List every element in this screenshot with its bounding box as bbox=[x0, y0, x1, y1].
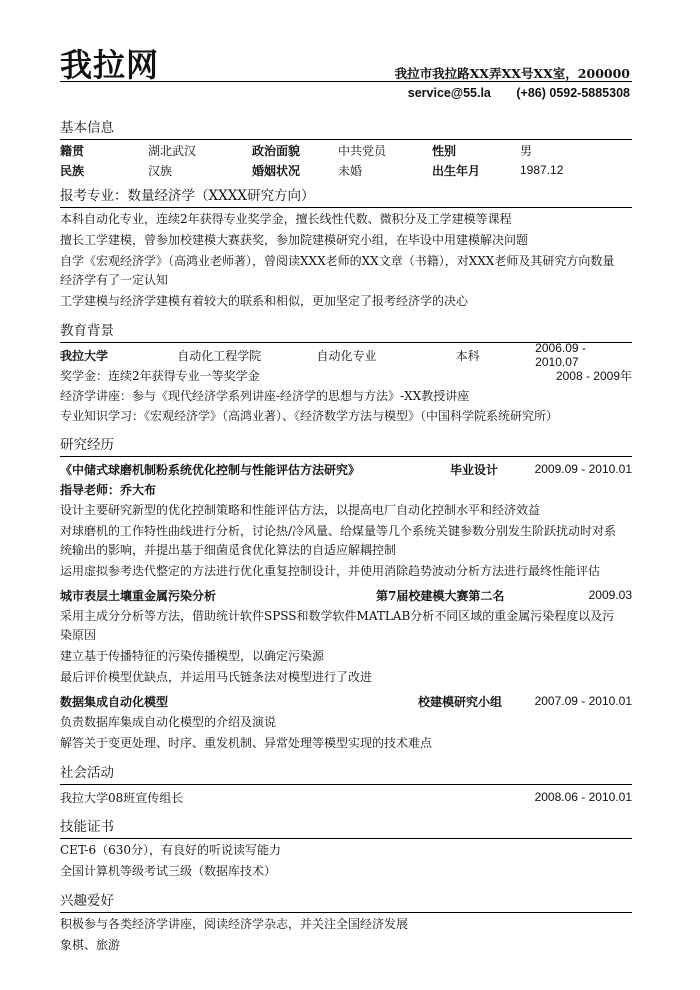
education-line-text: 专业知识学习：《宏观经济学》（高鸿业著）、《经济数学方法与模型》（中国科学院系统研究所） bbox=[60, 408, 559, 423]
skill-line: CET-6（630分），有良好的听说读写能力 bbox=[60, 843, 281, 857]
section-basic-title: 基本信息 bbox=[60, 116, 632, 140]
value-birth-date: 1987.12 bbox=[520, 163, 564, 177]
label-marital-status: 婚姻状况 bbox=[252, 163, 301, 178]
project-line: 建立基于传播特征的污染传播模型，以确定污染源 bbox=[60, 649, 325, 663]
label-gender: 性别 bbox=[432, 143, 457, 158]
target-line: 擅长工学建模，曾参加校建模大赛获奖，参加院建模研究小组，在毕设中用建模解决问题 bbox=[60, 233, 529, 247]
section-research-title: 研究经历 bbox=[60, 433, 632, 457]
project-type: 毕业设计 bbox=[450, 462, 499, 477]
major: 自动化专业 bbox=[316, 348, 377, 363]
hobby-line: 象棋、旅游 bbox=[60, 938, 121, 952]
label-birth-date: 出生年月 bbox=[432, 163, 481, 178]
address: 我拉市我拉路XX弄XX号XX室，200000 bbox=[394, 66, 630, 81]
basic-row bbox=[60, 140, 632, 160]
applicant-name: 我拉网 bbox=[60, 46, 160, 84]
social-item bbox=[60, 787, 632, 807]
section-skills-title: 技能证书 bbox=[60, 815, 632, 839]
phone: (+86) 0592-5885308 bbox=[516, 86, 630, 100]
social-item-text: 我拉大学08班宣传组长 bbox=[60, 790, 184, 805]
project-header bbox=[60, 459, 632, 479]
project-line: 最后评价模型优缺点，并运用马氏链条法对模型进行了改进 bbox=[60, 670, 373, 684]
section-education-title: 教育背景 bbox=[60, 319, 632, 343]
project-name: 《中储式球磨机制粉系统优化控制与性能评估方法研究》 bbox=[60, 462, 361, 477]
email[interactable]: service@55.la bbox=[407, 86, 491, 100]
resume-header bbox=[60, 40, 632, 110]
contact-line bbox=[386, 86, 630, 100]
college: 自动化工程学院 bbox=[177, 348, 262, 363]
project-header bbox=[60, 585, 632, 605]
project-name: 数据集成自动化模型 bbox=[60, 694, 169, 709]
basic-info-table bbox=[60, 140, 632, 180]
education-line bbox=[60, 385, 632, 405]
project-line: 对球磨机的工作特性曲线进行分析，讨论热/冷风量、给煤量等几个系统关键参数分别发生阶跃扰动时对系统输出的影响，并提出基于细菌觅食优化算法的自适应解耦控制 bbox=[60, 524, 617, 557]
project-advisor: 指导老师：乔大布 bbox=[60, 482, 157, 497]
value-ethnicity: 汉族 bbox=[148, 163, 173, 178]
resume-page bbox=[60, 40, 632, 955]
education-line bbox=[60, 405, 632, 425]
hobby-line: 积极参与各类经济学讲座，阅读经济学杂志，并关注全国经济发展 bbox=[60, 917, 409, 931]
education-line-date: 2008 - 2009年 bbox=[555, 368, 632, 383]
project-line: 解答关于变更处理、时序、重发机制、异常处理等模型实现的技术难点 bbox=[60, 736, 433, 750]
label-political-status: 政治面貌 bbox=[252, 143, 301, 158]
section-social-title: 社会活动 bbox=[60, 761, 632, 785]
project-line: 运用虚拟参考迭代整定的方法进行优化重复控制设计，并使用消除趋势波动分析方法进行最终性能评估 bbox=[60, 564, 601, 578]
section-target-title: 报考专业：数量经济学（XXXX研究方向） bbox=[60, 184, 632, 208]
value-marital-status: 未婚 bbox=[338, 163, 363, 178]
project-period: 2009.09 - 2010.01 bbox=[534, 462, 632, 476]
education-line-text: 奖学金：连续2年获得专业一等奖学金 bbox=[60, 368, 260, 383]
basic-row bbox=[60, 160, 632, 180]
project-period: 2007.09 - 2010.01 bbox=[534, 694, 632, 708]
project-type: 第7届校建模大赛第二名 bbox=[376, 588, 505, 603]
target-line: 工学建模与经济学建模有着较大的联系和相似，更加坚定了报考经济学的决心 bbox=[60, 294, 469, 308]
project-line: 负责数据库集成自动化模型的介绍及演说 bbox=[60, 715, 277, 729]
project-header bbox=[60, 691, 632, 711]
social-item-period: 2008.06 - 2010.01 bbox=[534, 790, 632, 804]
project-name: 城市表层土壤重金属污染分析 bbox=[60, 588, 217, 603]
header-divider bbox=[60, 81, 632, 82]
value-native-place: 湖北武汉 bbox=[148, 143, 197, 158]
degree: 本科 bbox=[455, 348, 480, 363]
project-type: 校建模研究小组 bbox=[418, 694, 503, 709]
education-period: 2006.09 - 2010.07 bbox=[535, 341, 586, 369]
project-line: 设计主要研究新型的优化控制策略和性能评估方法，以提高电厂自动化控制水平和经济效益 bbox=[60, 503, 541, 517]
target-line: 本科自动化专业，连续2年获得专业奖学金，擅长线性代数、微积分及工学建模等课程 bbox=[60, 212, 512, 226]
education-main-row bbox=[60, 341, 632, 369]
label-ethnicity: 民族 bbox=[60, 163, 85, 178]
project-line: 采用主成分分析等方法，借助统计软件SPSS和数学软件MATLAB分析不同区域的重金属污染程度以及污染原因 bbox=[60, 609, 615, 642]
section-hobbies-title: 兴趣爱好 bbox=[60, 889, 632, 913]
target-line: 自学《宏观经济学》（高鸿业老师著），曾阅读XXX老师的XX文章（书籍），对XXX老师及其研究方向数量经济学有了一定认知 bbox=[60, 254, 615, 287]
school: 我拉大学 bbox=[60, 348, 109, 363]
label-native-place: 籍贯 bbox=[60, 143, 85, 158]
value-political-status: 中共党员 bbox=[338, 143, 387, 158]
education-line-text: 经济学讲座：参与《现代经济学系列讲座-经济学的思想与方法》-XX教授讲座 bbox=[60, 388, 470, 403]
project-period: 2009.03 bbox=[588, 588, 632, 602]
value-gender: 男 bbox=[520, 143, 533, 158]
skill-line: 全国计算机等级考试三级（数据库技术） bbox=[60, 864, 277, 878]
